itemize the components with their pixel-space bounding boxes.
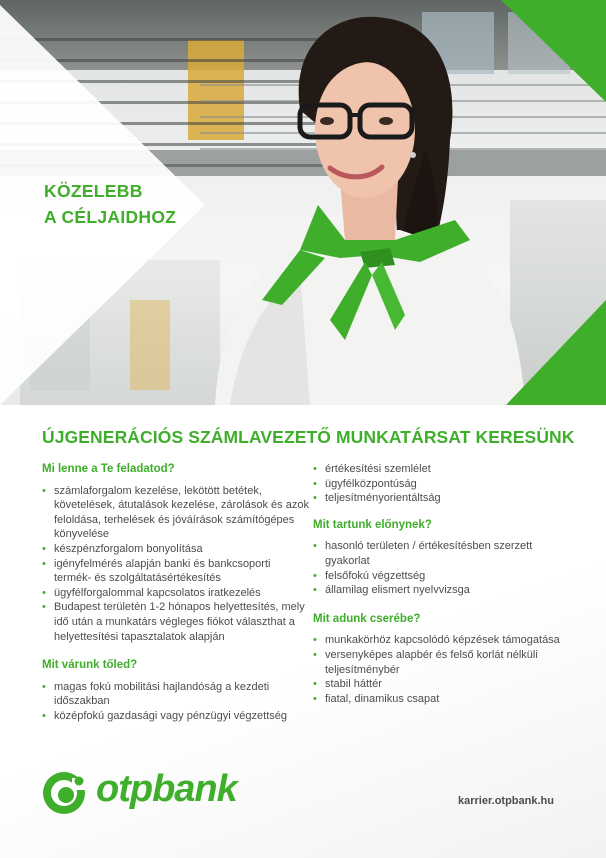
advantage-list [313,539,571,597]
list-item: • munkakörhöz kapcsolódó képzések támogatása [313,633,571,648]
requirement-list [42,680,310,724]
career-url[interactable]: karrier.otpbank.hu [458,795,554,807]
tagline-line-1: KÖZELEBB [44,181,143,201]
section-advantages [313,518,571,598]
section-tasks [42,462,310,644]
hero-tagline [44,178,176,230]
list-item: • számlaforgalom kezelése, lekötött betétek, követelések, átutalások kezelése, zárolások és azok feloldása, terhelések és jóváírások számítógépes könyvelése [42,484,310,542]
section-title: Mit várunk tőled? [42,659,138,672]
brand-wordmark: otpbank [96,768,237,810]
list-item: • igényfelmérés alapján banki és bankcsoporti termék- és szolgáltatásértékesítés [42,557,310,586]
list-item: • hasonló területen / értékesítésben szerzett gyakorlat [313,539,571,568]
job-headline: ÚJGENERÁCIÓS SZÁMLAVEZETŐ MUNKATÁRSAT KERESÜNK [42,427,575,447]
list-item: • értékesítési szemlélet [313,462,571,477]
list-item: • magas fokú mobilitási hajlandóság a kezdeti időszakban [42,680,310,709]
section-benefits [313,612,571,707]
left-column [42,462,310,738]
list-item: • ügyfélközpontúság [313,477,571,492]
section-title: Mi lenne a Te feladatod? [42,463,175,475]
list-item: • versenyképes alapbér és felső korlát nélküli teljesítménybér [313,648,571,677]
list-item: • stabil háttér [313,677,571,692]
list-item: • teljesítményorientáltság [313,491,571,506]
list-item: • államilag elismert nyelvvizsga [313,583,571,598]
benefit-list [313,633,571,706]
list-item: • Budapest területén 1-2 hónapos helyettesítés, mely idő után a munkatárs végleges fiókot választhat a helyettesítési tapasztalatok alapján [42,600,310,644]
section-requirements-continued [313,462,571,506]
hero-photo [0,0,606,405]
tagline-line-2: A CÉLJAIDHOZ [44,207,177,227]
green-corner-bottom [506,300,606,405]
task-list [42,484,310,645]
requirement-list-continued [313,462,571,506]
list-item: • felsőfokú végzettség [313,569,571,584]
list-item: • ügyfélforgalommal kapcsolatos iratkezelés [42,586,310,601]
list-item: • középfokú gazdasági vagy pénzügyi végzettség [42,709,310,724]
section-title: Mit tartunk előnynek? [313,518,432,531]
list-item: • fiatal, dinamikus csapat [313,692,571,707]
green-corner-top [501,0,606,102]
section-requirements [42,658,310,723]
right-column [313,462,571,720]
section-title: Mit adunk cserébe? [313,612,421,625]
list-item: • készpénzforgalom bonyolítása [42,542,310,557]
